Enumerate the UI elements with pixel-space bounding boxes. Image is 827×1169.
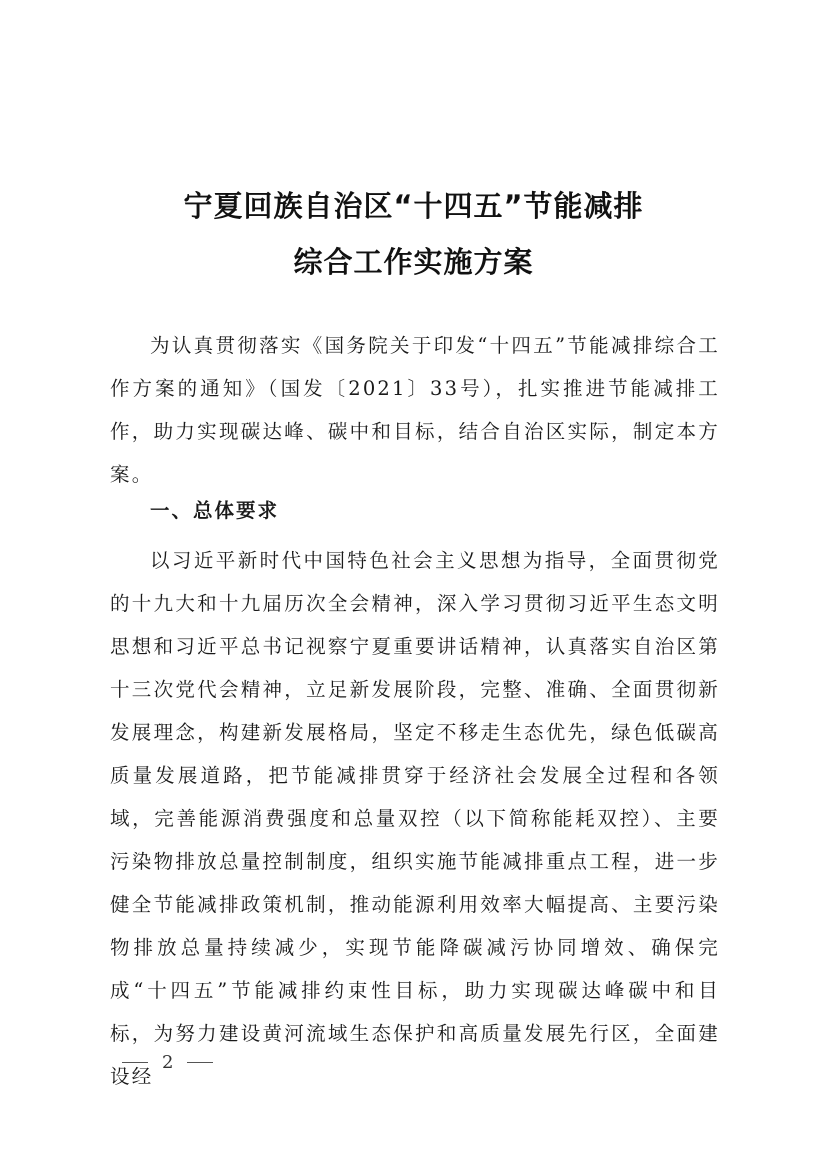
page-number: 2 [162, 1052, 174, 1073]
page-footer [122, 1052, 213, 1073]
document-title-line-2: 综合工作实施方案 [293, 245, 534, 279]
footer-dash-right [187, 1062, 213, 1063]
footer-dash-left [122, 1062, 148, 1063]
section-paragraph-general-requirements: 以习近平新时代中国特色社会主义思想为指导，全面贯彻党的十九大和十九届历次全会精神，深入学习贯彻习近平生态文明思想和习近平总书记视察宁夏重要讲话精神，认真落实自治区第十三次党代会精神，立足新发展阶段，完整、准确、全面贯彻新发展理念，构建新发展格局，坚定不移走生态优先，绿色低碳高质量发展道路，把节能减排贯穿于经济社会发展全过程和各领域，完善能源消费强度和总量双控（以下简称能耗双控）、主要污染物排放总量控制制度，组织实施节能减排重点工程，进一步健全节能减排政策机制，推动能源利用效率大幅提高、主要污染物排放总量持续减少，实现节能降碳减污协同增效、确保完成“十四五”节能减排约束性目标，助力实现碳达峰碳中和目标，为努力建设黄河流域生态保护和高质量发展先行区，全面建设经 [110, 549, 720, 1088]
intro-paragraph: 为认真贯彻落实《国务院关于印发“十四五”节能减排综合工作方案的通知》（国发〔2021〕33号），扎实推进节能减排工作，助力实现碳达峰、碳中和目标，结合自治区实际，制定本方案。 [110, 334, 720, 486]
section-heading-general-requirements: 一、总体要求 [150, 499, 280, 522]
document-title-line-1: 宁夏回族自治区“十四五”节能减排 [183, 189, 644, 223]
